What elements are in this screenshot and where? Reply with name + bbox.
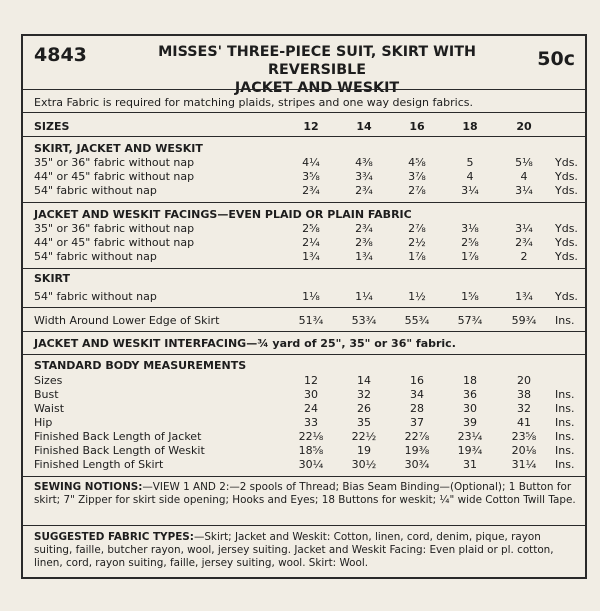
cell: 2: [520, 250, 528, 263]
cell: 3⅛: [461, 222, 479, 235]
row-label: Bust: [34, 388, 59, 401]
sewing-notions-text: —VIEW 1 AND 2:—2 spools of Thread; Bias Seam Binding—(Optional); 1 Button for skirt; 7" Zipper for skirt side opening; Hooks and Eyes; 18 Buttons for weskit; ¼" wide Cotton Twill Tape.: [34, 481, 576, 507]
cell: 30¼: [298, 458, 324, 471]
row-label: 54" fabric without nap: [34, 250, 157, 263]
cell: 1⅞: [461, 250, 479, 263]
row-label: Waist: [34, 402, 65, 415]
cell: 2¼: [302, 236, 320, 249]
cell: 2¾: [302, 184, 320, 197]
cell: 1⅝: [461, 290, 479, 303]
cell: 28: [410, 402, 424, 415]
yardage-row: [23, 170, 585, 184]
divider: [23, 202, 585, 203]
cell: 30: [304, 388, 318, 401]
section-heading: [23, 272, 585, 286]
measurement-row: [23, 444, 585, 458]
pattern-title-line2: JACKET AND WESKIT: [234, 80, 400, 96]
extra-fabric-note: Extra Fabric is required for matching plaids, stripes and one way design fabrics.: [34, 96, 473, 109]
size-16: 16: [409, 120, 425, 133]
cell: 1¾: [302, 250, 320, 263]
cell: 2¾: [515, 236, 533, 249]
yardage-row: [23, 250, 585, 264]
row-label: Finished Length of Skirt: [34, 458, 164, 471]
cell: 51¾: [298, 314, 324, 327]
cell: 5⅛: [515, 156, 533, 169]
unit: Yds.: [555, 250, 578, 263]
suggested-fabric-types: [34, 531, 578, 571]
pattern-envelope-card: [21, 34, 587, 579]
skirt-jacket-weskit-heading: SKIRT, JACKET AND WESKIT: [34, 142, 203, 155]
cell: 23¼: [457, 430, 483, 443]
divider: [23, 331, 585, 332]
cell: 4⅝: [408, 156, 426, 169]
cell: 19: [357, 444, 371, 457]
measurement-row: [23, 374, 585, 388]
cell: 2⅝: [461, 236, 479, 249]
divider: [23, 476, 585, 477]
sewing-notions-heading: SEWING NOTIONS:: [34, 481, 143, 493]
cell: 3¼: [461, 184, 479, 197]
row-label: Finished Back Length of Weskit: [34, 444, 205, 457]
cell: 5: [466, 156, 474, 169]
section-heading: [23, 359, 585, 373]
pattern-price: 50c: [537, 48, 575, 70]
cell: 39: [463, 416, 477, 429]
interfacing-line: [23, 337, 585, 351]
divider: [23, 307, 585, 308]
unit: Yds.: [555, 156, 578, 169]
section-heading: [23, 208, 585, 222]
measurement-row: [23, 388, 585, 402]
cell: 4: [520, 170, 528, 183]
cell: 1⅛: [302, 290, 320, 303]
cell: 31¼: [511, 458, 537, 471]
cell: 20⅛: [511, 444, 537, 457]
row-label: 44" or 45" fabric without nap: [34, 236, 195, 249]
sizes-header-row: [23, 120, 585, 134]
cell: 18: [463, 374, 477, 387]
cell: 3¼: [515, 222, 533, 235]
pattern-number: 4843: [34, 44, 87, 66]
unit: Ins.: [555, 402, 575, 415]
cell: 20: [517, 374, 531, 387]
cell: 22½: [351, 430, 377, 443]
facings-heading: JACKET AND WESKIT FACINGS—EVEN PLAID OR PLAIN FABRIC: [34, 208, 412, 221]
pattern-title-line1: MISSES' THREE-PIECE SUIT, SKIRT WITH REVERSIBLE: [158, 44, 476, 78]
cell: 2½: [408, 236, 426, 249]
size-18: 18: [462, 120, 478, 133]
section-heading: [23, 142, 585, 156]
measurement-row: [23, 416, 585, 430]
cell: 33: [304, 416, 318, 429]
unit: Ins.: [555, 430, 575, 443]
cell: 30¾: [404, 458, 430, 471]
size-20: 20: [516, 120, 532, 133]
unit: Yds.: [555, 184, 578, 197]
divider: [23, 268, 585, 269]
cell: 1¾: [355, 250, 373, 263]
cell: 22⅞: [404, 430, 430, 443]
sewing-notions: [34, 481, 578, 507]
size-12: 12: [303, 120, 319, 133]
fabric-types-heading: SUGGESTED FABRIC TYPES:: [34, 531, 194, 543]
cell: 2⅞: [408, 222, 426, 235]
yardage-row: [23, 222, 585, 236]
unit: Ins.: [555, 458, 575, 471]
cell: 59¾: [511, 314, 537, 327]
row-label: 54" fabric without nap: [34, 290, 157, 303]
unit: Yds.: [555, 170, 578, 183]
cell: 55¾: [404, 314, 430, 327]
measurements-heading: STANDARD BODY MEASUREMENTS: [34, 359, 247, 372]
divider: [23, 525, 585, 526]
fabric-types-text: —Skirt; Jacket and Weskit: Cotton, linen, cord, denim, pique, rayon suiting, faille, butcher rayon, wool, jersey suiting. Jacket and Weskit Facing: Even plaid or pl. cotton, linen, cord, rayon suiting, faille, jersey suiting, wool. Skirt: Wool.: [34, 531, 554, 570]
cell: 4¼: [302, 156, 320, 169]
row-label: Finished Back Length of Jacket: [34, 430, 202, 443]
cell: 37: [410, 416, 424, 429]
unit: Ins.: [555, 416, 575, 429]
cell: 57¾: [457, 314, 483, 327]
unit: Ins.: [555, 388, 575, 401]
cell: 30: [463, 402, 477, 415]
cell: 4: [466, 170, 474, 183]
unit: Ins.: [555, 314, 575, 327]
cell: 3⅞: [408, 170, 426, 183]
cell: 2¾: [355, 222, 373, 235]
cell: 24: [304, 402, 318, 415]
cell: 2⅞: [408, 184, 426, 197]
cell: 34: [410, 388, 424, 401]
cell: 3¾: [355, 170, 373, 183]
cell: 1½: [408, 290, 426, 303]
sizes-label: SIZES: [34, 120, 70, 133]
row-label: 35" or 36" fabric without nap: [34, 222, 195, 235]
cell: 2⅝: [302, 222, 320, 235]
cell: 1⅞: [408, 250, 426, 263]
cell: 2⅜: [355, 236, 373, 249]
yardage-row: [23, 236, 585, 250]
cell: 31: [463, 458, 477, 471]
row-label: Sizes: [34, 374, 63, 387]
cell: 36: [463, 388, 477, 401]
cell: 38: [517, 388, 531, 401]
cell: 30½: [351, 458, 377, 471]
cell: 19⅜: [404, 444, 430, 457]
cell: 23⅝: [511, 430, 537, 443]
divider: [23, 89, 585, 90]
cell: 32: [357, 388, 371, 401]
unit: Yds.: [555, 290, 578, 303]
divider: [23, 354, 585, 355]
cell: 26: [357, 402, 371, 415]
unit: Ins.: [555, 444, 575, 457]
unit: Yds.: [555, 236, 578, 249]
cell: 3¼: [515, 184, 533, 197]
divider: [23, 136, 585, 137]
yardage-row: [23, 290, 585, 304]
cell: 32: [517, 402, 531, 415]
measurement-row: [23, 402, 585, 416]
cell: 3⅝: [302, 170, 320, 183]
row-label: 54" fabric without nap: [34, 184, 157, 197]
row-label: 35" or 36" fabric without nap: [34, 156, 195, 169]
measurement-row: [23, 458, 585, 472]
row-label: Width Around Lower Edge of Skirt: [34, 314, 220, 327]
cell: 14: [357, 374, 371, 387]
row-label: 44" or 45" fabric without nap: [34, 170, 195, 183]
cell: 19¾: [457, 444, 483, 457]
unit: Yds.: [555, 222, 578, 235]
envelope-header: [23, 36, 585, 96]
cell: 35: [357, 416, 371, 429]
size-14: 14: [356, 120, 372, 133]
cell: 1¾: [515, 290, 533, 303]
width-row: [23, 314, 585, 328]
cell: 22⅛: [298, 430, 324, 443]
cell: 1¼: [355, 290, 373, 303]
row-label: Hip: [34, 416, 53, 429]
cell: 12: [304, 374, 318, 387]
cell: 41: [517, 416, 531, 429]
cell: 53¾: [351, 314, 377, 327]
cell: 2¾: [355, 184, 373, 197]
yardage-row: [23, 156, 585, 170]
interfacing-text: JACKET AND WESKIT INTERFACING—¾ yard of 25", 35" or 36" fabric.: [34, 337, 456, 350]
cell: 16: [410, 374, 424, 387]
measurement-row: [23, 430, 585, 444]
cell: 4⅜: [355, 156, 373, 169]
cell: 18⅝: [298, 444, 324, 457]
divider: [23, 112, 585, 113]
skirt-heading: SKIRT: [34, 272, 71, 285]
yardage-row: [23, 184, 585, 198]
